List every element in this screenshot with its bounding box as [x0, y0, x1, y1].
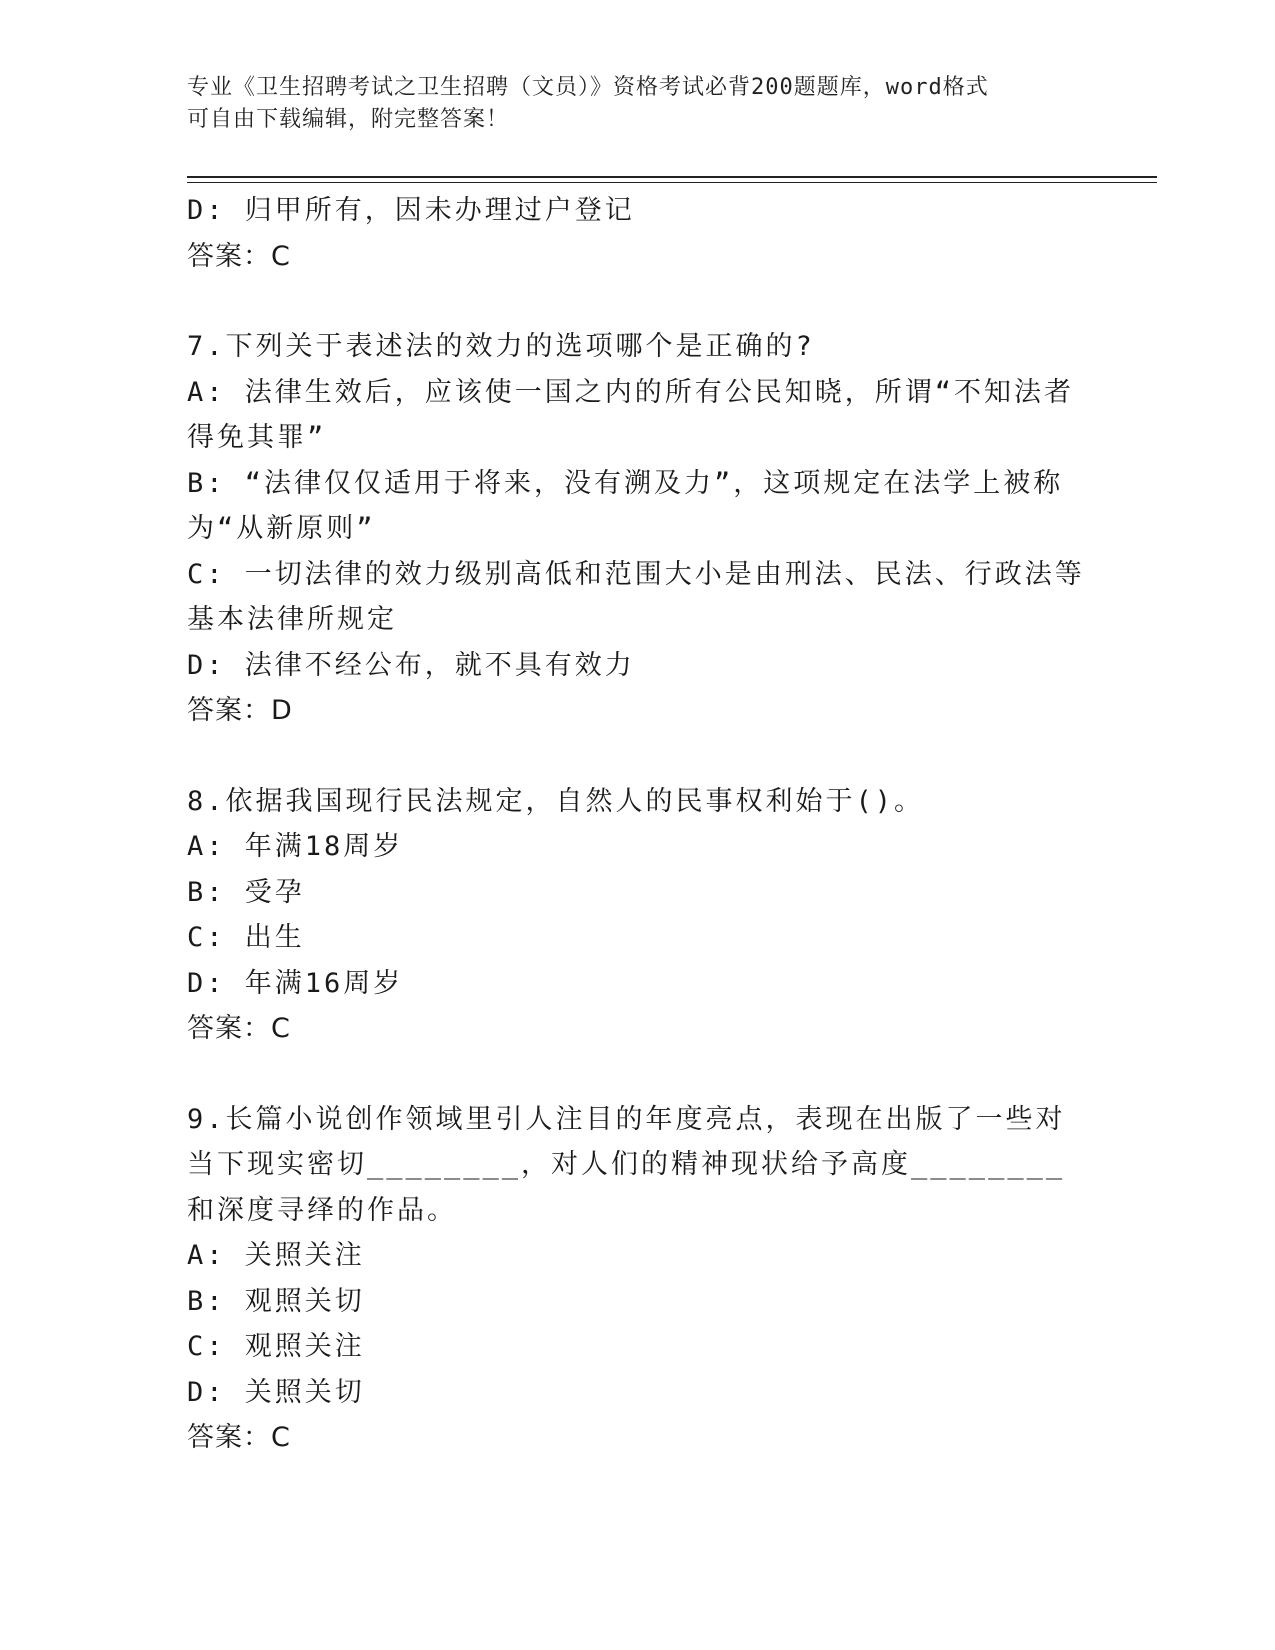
question-content — [187, 188, 1087, 1461]
option-d: D: 关照关切 — [187, 1376, 365, 1408]
question-7 — [187, 324, 1087, 734]
document-header — [187, 72, 1087, 136]
answer: 答案：C — [187, 1422, 291, 1453]
answer: 答案：C — [187, 240, 291, 272]
question-stem: 9.长篇小说创作领域里引人注目的年度亮点，表现在出版了一些对当下现实密切________，对人们的精神现状给予高度________和深度寻绎的作品。 — [187, 1103, 1066, 1226]
question-9 — [187, 1097, 1087, 1461]
question-8 — [187, 779, 1087, 1052]
option-b: B: “法律仅仅适用于将来，没有溯及力”，这项规定在法学上被称为“从新原则” — [187, 467, 1064, 544]
prev-question-tail — [187, 188, 1087, 279]
option-d: D: 法律不经公布，就不具有效力 — [187, 649, 635, 681]
option-d: D: 年满16周岁 — [187, 967, 404, 999]
option-d: D: 归甲所有，因未办理过户登记 — [187, 195, 635, 226]
option-c: C: 一切法律的效力级别高低和范围大小是由刑法、民法、行政法等基本法律所规定 — [187, 558, 1085, 635]
question-stem: 8.依据我国现行民法规定，自然人的民事权利始于()。 — [187, 785, 925, 817]
header-line-2: 可自由下载编辑，附完整答案！ — [187, 107, 510, 132]
option-c: C: 出生 — [187, 922, 305, 953]
header-line-1: 专业《卫生招聘考试之卫生招聘（文员）》资格考试必背200题题库，word格式 — [187, 75, 989, 100]
option-c: C: 观照关注 — [187, 1331, 365, 1362]
question-stem: 7.下列关于表述法的效力的选项哪个是正确的? — [187, 331, 815, 362]
header-divider-thin — [187, 182, 1157, 183]
option-a: A: 年满18周岁 — [187, 831, 404, 862]
option-a: A: 关照关注 — [187, 1240, 365, 1271]
header-divider-thick — [187, 176, 1157, 178]
option-b: B: 受孕 — [187, 876, 305, 908]
option-a: A: 法律生效后，应该使一国之内的所有公民知晓，所谓“不知法者得免其罪” — [187, 376, 1075, 453]
answer: 答案：C — [187, 1013, 291, 1044]
option-b: B: 观照关切 — [187, 1285, 365, 1317]
answer: 答案：D — [187, 695, 293, 726]
